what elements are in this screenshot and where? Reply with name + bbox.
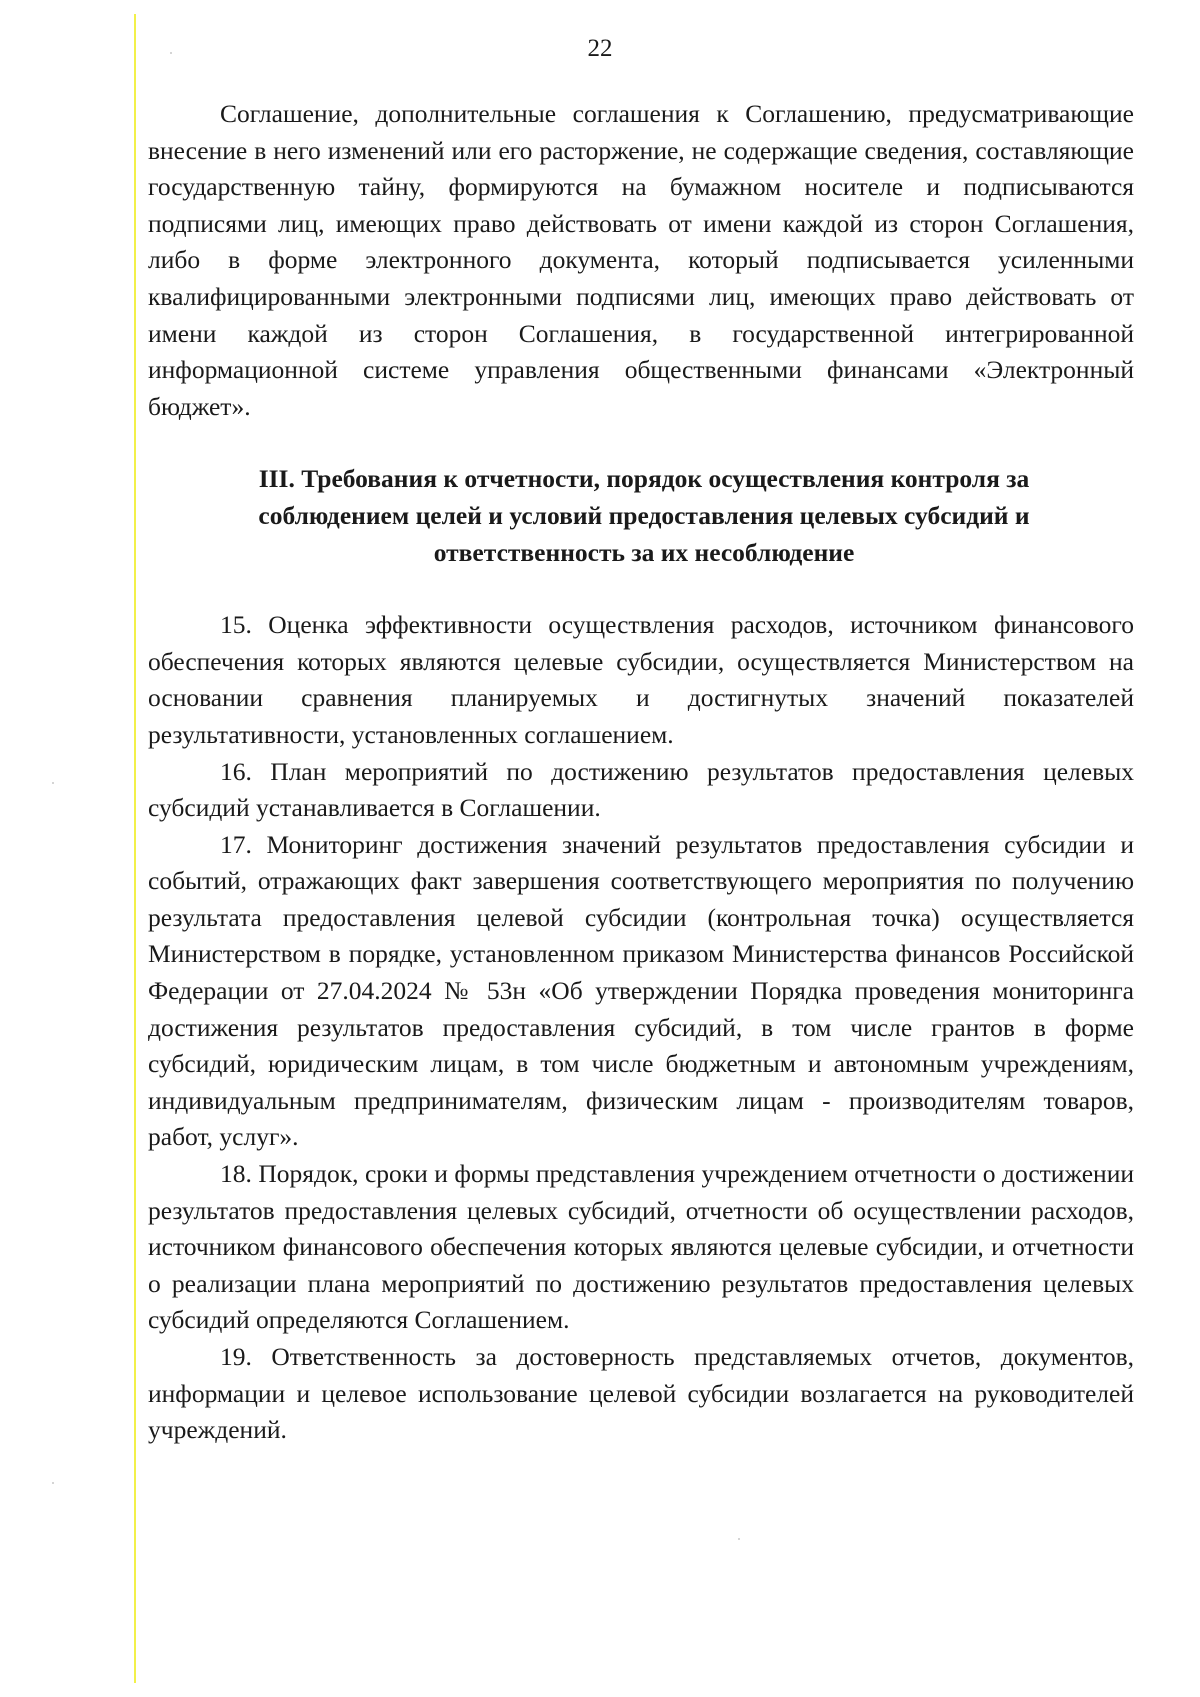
margin-line xyxy=(134,14,136,1683)
paragraph-17: 17. Мониторинг достижения значений результатов предоставления субсидии и событий, отражающих факт завершения соответствующего мероприятия по получению результата предоставления целевой субсидии (контрольная точка) осуществляется Министерством в порядке, установленном приказом Министерства финансов Российской Федерации от 27.04.2024 № 53н «Об утверждении Порядка проведения мониторинга достижения результатов предоставления субсидий, в том числе грантов в форме субсидий, юридическим лицам, в том числе бюджетным и автономным учреждениям, индивидуальным предпринимателям, физическим лицам - производителям товаров, работ, услуг». xyxy=(148,829,1134,1152)
paragraph-18: 18. Порядок, сроки и формы представления учреждением отчетности о достижении результатов предоставления целевых субсидий, отчетности об осуществлении расходов, источником финансового обеспечения которых являются целевые субсидии, и отчетности о реализации плана мероприятий по достижению результатов предоставления целевых субсидий определяются Соглашением. xyxy=(148,1159,1134,1335)
scan-speck xyxy=(52,782,54,784)
paragraph-agreement-form: Соглашение, дополнительные соглашения к Соглашению, предусматривающие внесение в него изменений или его расторжение, не содержащие сведения, составляющие государственную тайну, формируются на бумажном носителе и подписываются подписями лиц, имеющих право действовать от имени каждой из сторон Соглашения, либо в форме электронного документа, который подписывается усиленными квалифицированными электронными подписями лиц, имеющих право действовать от имени каждой из сторон Соглашения, в государственной интегрированной информационной системе управления общественными финансами «Электронный бюджет». xyxy=(148,99,1134,421)
paragraph-15: 15. Оценка эффективности осуществления расходов, источником финансового обеспечения которых являются целевые субсидии, осуществляется Министерством на основании сравнения планируемых и достигнутых значений показателей результативности, установленных соглашением. xyxy=(148,610,1134,749)
paragraph-19: 19. Ответственность за достоверность представляемых отчетов, документов, информации и целевое использование целевой субсидии возлагается на руководителей учреждений. xyxy=(148,1342,1134,1445)
paragraph-16: 16. План мероприятий по достижению результатов предоставления целевых субсидий устанавливается в Соглашении. xyxy=(148,756,1134,823)
section-heading-line: соблюдением целей и условий предоставления целевых субсидий и xyxy=(258,500,1030,530)
page-number: 22 xyxy=(587,35,613,62)
section-heading xyxy=(148,461,1134,571)
document-body xyxy=(148,96,1134,1449)
section-heading-line: ответственность за их несоблюдение xyxy=(433,537,855,567)
scan-speck xyxy=(170,52,172,54)
scan-speck xyxy=(738,1538,740,1540)
section-heading-line: III. Требования к отчетности, порядок осуществления контроля за xyxy=(258,464,1030,494)
scan-speck xyxy=(52,1482,54,1484)
